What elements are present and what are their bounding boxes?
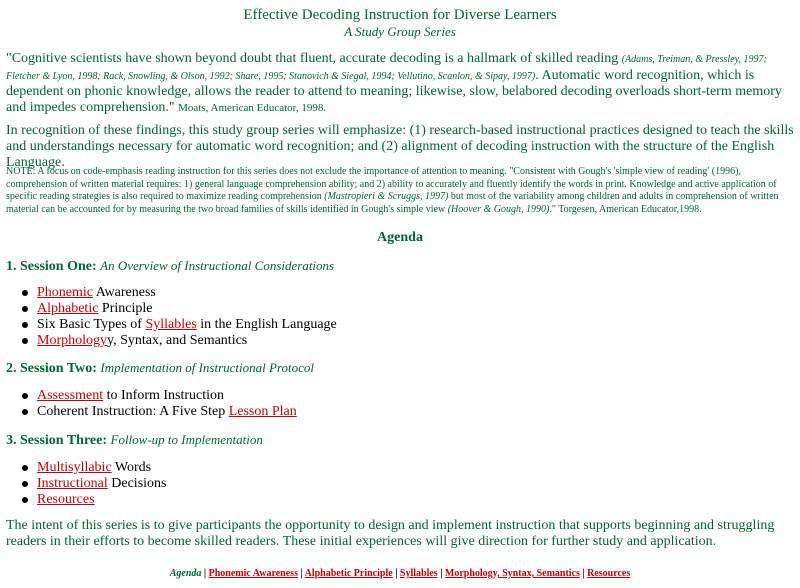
footer-link-phonemic-awareness[interactable]: Phonemic Awareness: [208, 568, 298, 579]
footer-agenda-label: Agenda: [169, 568, 202, 579]
session-three-heading: [6, 432, 263, 449]
note-paragraph: [6, 166, 798, 216]
session-two-list: [20, 388, 297, 420]
instructional-link[interactable]: Instructional: [37, 476, 108, 491]
session-three-list: [20, 460, 166, 508]
quote-citations: (Adams, Treiman, & Pressley, 1997; Fletcher & Lyon, 1998; Rack, Snowling, & Olson, 1992; Share, 1995; Stanovich & Siegal, 1994; Vellutino, Scanlon, & Sipay, 1997): [6, 54, 767, 82]
assessment-link[interactable]: Assessment: [37, 388, 104, 403]
list-item: Alphabetic Principle: [20, 301, 337, 317]
alphabetic-link[interactable]: Alphabetic: [37, 301, 99, 316]
session-one-list: [20, 285, 337, 349]
list-item: Phonemic Awareness: [20, 285, 337, 301]
page-subtitle: A Study Group Series: [344, 24, 456, 39]
session-one-label: 1. Session One:: [6, 259, 97, 274]
quote-source: Moats, American Educator, 1998.: [178, 101, 327, 114]
quote-text-end: . Automatic word recognition, which is dependent on phonic knowledge, allows the reader to attend to meaning; likewise, slow, belabored decoding overloads short-term memory and impedes comprehension.": [6, 67, 782, 115]
list-item: Six Basic Types of Syllables in the English Language: [20, 317, 337, 333]
page-header: [0, 6, 800, 40]
phonemic-link[interactable]: Phonemic: [37, 285, 93, 300]
multisyllabic-link[interactable]: Multisyllabic: [37, 460, 112, 475]
syllables-link[interactable]: Syllables: [145, 317, 197, 332]
morphology-link[interactable]: Morphology: [37, 333, 107, 348]
note-text-3: ." Torgesen, American Educator,1998.: [549, 203, 702, 215]
lesson-plan-link[interactable]: Lesson Plan: [228, 404, 297, 419]
footer-link-morphology[interactable]: Morphology, Syntax, Semantics: [444, 568, 580, 579]
session-two-heading: [6, 360, 314, 377]
resources-link[interactable]: Resources: [37, 492, 95, 507]
note-citation-2: (Hoover & Gough, 1990): [447, 203, 550, 215]
emphasis-paragraph: In recognition of these findings, this study group series will emphasize: (1) research-based instructional practices designed to teach the skills and understandings necessary for automatic word recognition; and (2) alignment of decoding instruction with the structure of the English Language.: [6, 123, 794, 170]
list-item: Assessment to Inform Instruction: [20, 388, 297, 404]
session-three-label: 3. Session Three:: [6, 433, 107, 448]
session-two-label: 2. Session Two:: [6, 361, 97, 376]
page-title: Effective Decoding Instruction for Diverse Learners: [243, 7, 557, 23]
footer-link-alphabetic-principle[interactable]: Alphabetic Principle: [304, 568, 393, 579]
agenda-heading: Agenda: [377, 230, 423, 245]
list-item: Instructional Decisions: [20, 476, 166, 492]
session-three-topic: Follow-up to Implementation: [110, 432, 263, 447]
session-two-topic: Implementation of Instructional Protocol: [100, 360, 315, 375]
quote-text-start: "Cognitive scientists have shown beyond doubt that fluent, accurate decoding is a hallmark of skilled reading: [6, 51, 622, 66]
list-item: [20, 492, 166, 508]
footer-nav: Agenda | Phonemic Awareness | Alphabetic Principle | Syllables | Morphology, Syntax, Semantics | Resources: [169, 568, 631, 579]
note-citation-1: (Mastropieri & Scruggs, 1997): [324, 191, 449, 202]
list-item: Morphologyy, Syntax, and Semantics: [20, 333, 337, 349]
list-item: Multisyllabic Words: [20, 460, 166, 476]
note-text-2: but most of the variability among children and adults in comprehension of written material can be accounted for by measuring the two broad families of skills identified in Gough's simple view: [6, 191, 779, 215]
session-one-heading: [6, 258, 334, 275]
footer-link-syllables[interactable]: Syllables: [399, 568, 438, 579]
note-text-1: NOTE: A focus on code-emphasis reading instruction for this series does not exclude the importance of attention to meaning. "Consistent with Gough's 'simple view of reading' (1996), comprehension of written material requires: 1) general language comprehension ability; and 2) ability to accurately and fluently identify the words in print. Knowledge and active application of specific reading strategies is also required to maximize reading comprehension: [6, 166, 777, 202]
session-one-topic: An Overview of Instructional Considerations: [100, 258, 335, 273]
quote-paragraph: [6, 51, 794, 116]
list-item: Coherent Instruction: A Five Step Lesson Plan: [20, 404, 297, 420]
intent-paragraph: The intent of this series is to give participants the opportunity to design and implement instruction that supports beginning and struggling readers in their efforts to become skilled readers. These initial experiences will give direction for further study and application.: [6, 518, 775, 549]
footer-link-resources[interactable]: Resources: [587, 568, 631, 579]
